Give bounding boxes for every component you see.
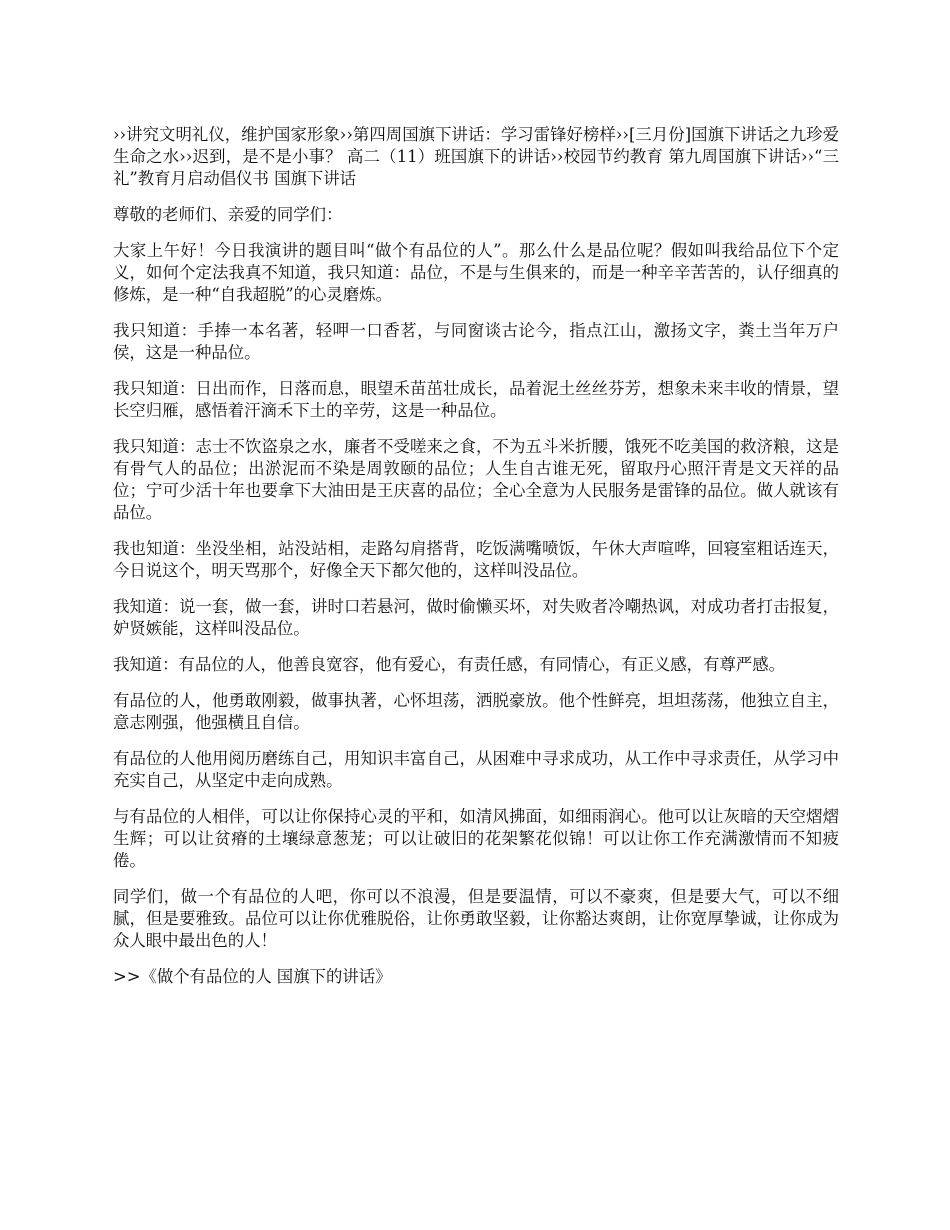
body-paragraph: 有品位的人，他勇敢刚毅，做事执著，心怀坦荡，洒脱豪放。他个性鲜亮，坦坦荡荡，他独立自主，意志刚强，他强横且自信。 (113, 691, 839, 732)
body-paragraph: 同学们，做一个有品位的人吧，你可以不浪漫，但是要温情，可以不豪爽，但是要大气，可以不细腻，但是要雅致。品位可以让你优雅脱俗，让你勇敢坚毅，让你豁达爽朗，让你宽厚挚诚，让你成为众人眼中最出色的人！ (113, 887, 839, 950)
document-page (113, 124, 839, 1002)
body-paragraph: 我也知道：坐没坐相，站没站相，走路勾肩搭背，吃饭满嘴喷饭，午休大声喧哗，回寝室粗话连天，今日说这个，明天骂那个，好像全天下都欠他的，这样叫没品位。 (113, 539, 839, 580)
related-link[interactable]: ››迟到，是不是小事？ 高二（11）班国旗下的讲话 (179, 147, 551, 166)
body-paragraph: 我只知道：志士不饮盗泉之水，廉者不受嗟来之食，不为五斗米折腰，饿死不吃美国的救济粮，这是有骨气人的品位；出淤泥而不染是周敦颐的品位；人生自古谁无死，留取丹心照汗青是文天祥的品位；宁可少活十年也要拿下大油田是王庆喜的品位；全心全意为人民服务是雷锋的品位。做人就该有品位。 (113, 437, 839, 522)
related-links (113, 124, 839, 190)
article-source-link[interactable]: >>《做个有品位的人 国旗下的讲话》 (113, 967, 392, 986)
related-link[interactable]: ››“三礼”教育月启动倡仪书 国旗下讲话 (113, 147, 839, 188)
body-paragraph: 我只知道：手捧一本名著，轻呷一口香茗，与同窗谈古论今，指点江山，激扬文字，粪土当年万户侯，这是一种品位。 (113, 321, 839, 362)
body-paragraph: 大家上午好！今日我演讲的题目叫“做个有品位的人”。那么什么是品位呢？假如叫我给品位下个定义，如何个定法我真不知道，我只知道：品位，不是与生俱来的，而是一种辛辛苦苦的，认仔细真的修炼，是一种“自我超脱”的心灵磨炼。 (113, 241, 839, 304)
related-link[interactable]: ››校园节约教育 第九周国旗下讲话 (550, 147, 801, 166)
related-link[interactable]: ››[三月份]国旗下讲话之九珍爱生命之水 (113, 125, 839, 166)
greeting: 尊敬的老师们、亲爱的同学们： (113, 205, 343, 224)
body-paragraph: 我只知道：日出而作，日落而息，眼望禾苗茁壮成长，品着泥土丝丝芬芳，想象未来丰收的情景，望长空归雁，感悟着汗滴禾下土的辛劳，这是一种品位。 (113, 379, 839, 420)
related-link[interactable]: ››第四周国旗下讲话：学习雷锋好榜样 (339, 125, 616, 144)
body-paragraph: 我知道：说一套，做一套，讲时口若悬河，做时偷懒买坏，对失败者冷嘲热讽，对成功者打击报复，妒贤嫉能，这样叫没品位。 (113, 597, 839, 638)
body-paragraph: 我知道：有品位的人，他善良宽容，他有爱心，有责任感，有同情心，有正义感，有尊严感。 (113, 655, 786, 674)
body-paragraph: 与有品位的人相伴，可以让你保持心灵的平和，如清风拂面，如细雨润心。他可以让灰暗的天空熠熠生辉；可以让贫瘠的土壤绿意葱茏；可以让破旧的花架繁花似锦！可以让你工作充满激情而不知疲倦。 (113, 807, 839, 870)
body-paragraph: 有品位的人他用阅历磨练自己，用知识丰富自己，从困难中寻求成功，从工作中寻求责任，从学习中充实自己，从坚定中走向成熟。 (113, 749, 839, 790)
related-link[interactable]: ››讲究文明礼仪，维护国家形象 (113, 125, 340, 144)
